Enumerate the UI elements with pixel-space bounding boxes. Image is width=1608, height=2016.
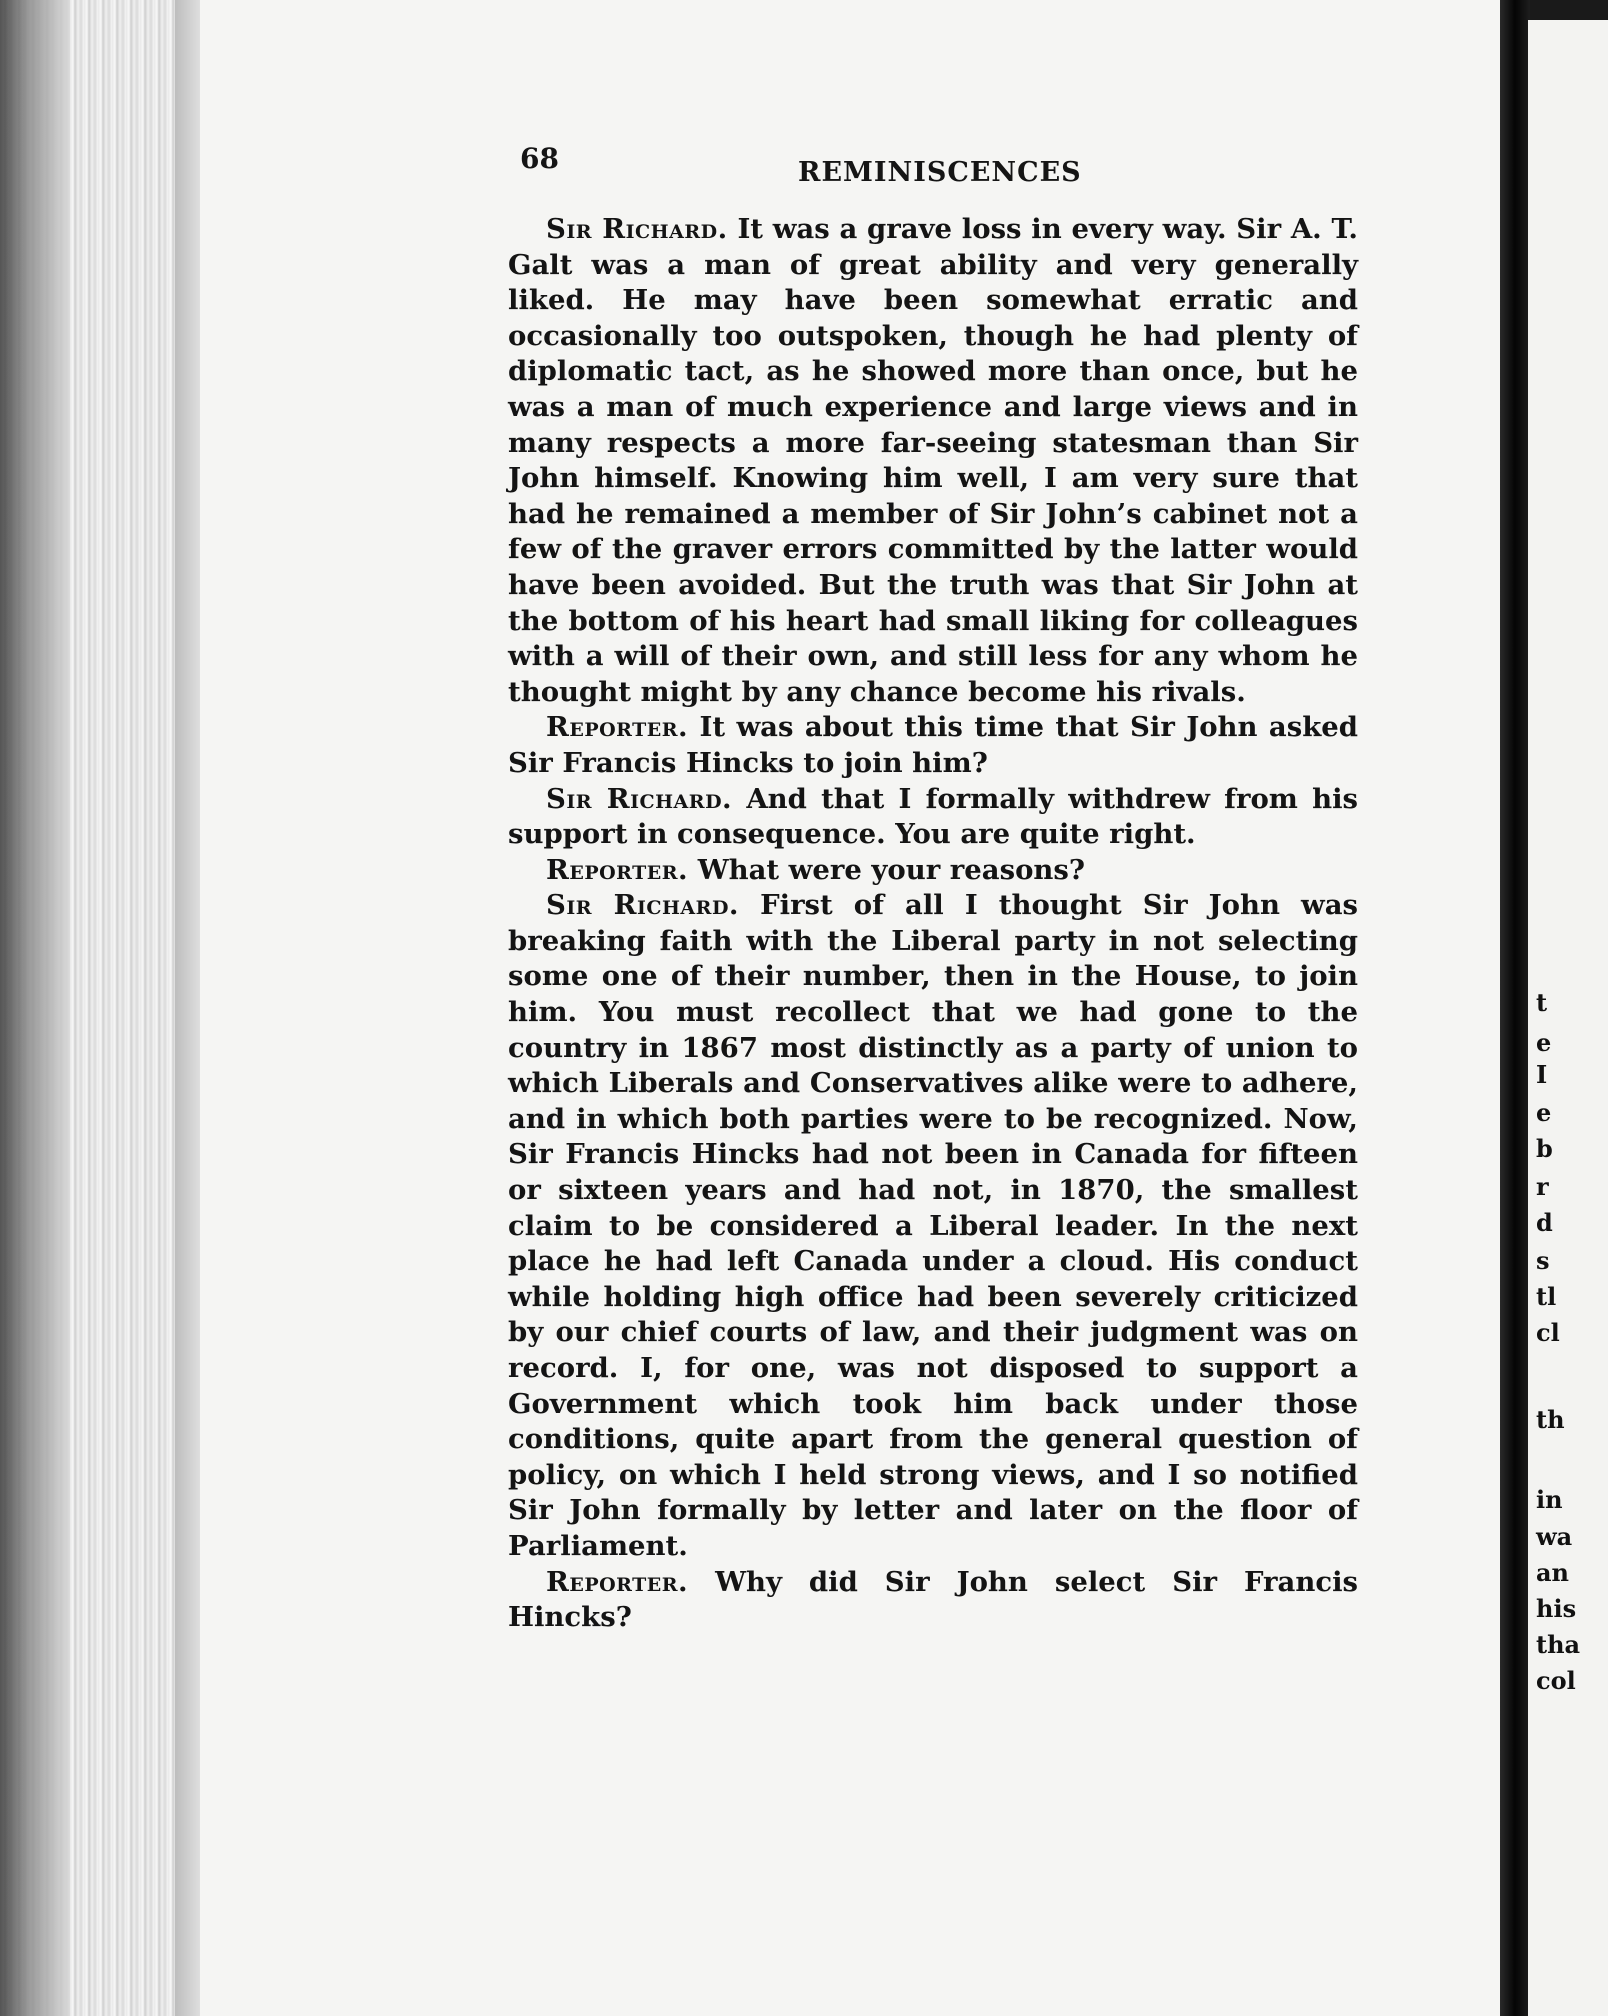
running-head: REMINISCENCES bbox=[798, 157, 1082, 188]
paragraph bbox=[508, 1565, 1358, 1636]
facing-page-fragment: tl bbox=[1536, 1282, 1557, 1311]
facing-page-fragment: r bbox=[1536, 1172, 1549, 1201]
speaker-label: Reporter. bbox=[546, 853, 689, 886]
facing-page-fragment: tha bbox=[1536, 1630, 1581, 1659]
facing-page-fragment: in bbox=[1536, 1485, 1563, 1514]
paragraph-text: Why did Sir John select Sir Francis Hincks? bbox=[508, 1565, 1358, 1634]
book-spine bbox=[1500, 0, 1530, 2016]
page-number: 68 bbox=[520, 142, 559, 175]
paragraph bbox=[508, 782, 1358, 853]
speaker-label: Sir Richard. bbox=[546, 889, 740, 922]
facing-page-fragment: an bbox=[1536, 1558, 1569, 1587]
facing-page-fragment: t bbox=[1536, 988, 1548, 1017]
paragraph-text: And that I formally withdrew from his support in consequence. You are quite right. bbox=[508, 782, 1359, 851]
paragraph bbox=[508, 710, 1358, 781]
facing-page-fragment: th bbox=[1536, 1405, 1565, 1434]
facing-page-fragment: I bbox=[1536, 1060, 1548, 1089]
left-binding-shadow bbox=[0, 0, 70, 2016]
facing-page-fragment: b bbox=[1536, 1134, 1553, 1163]
facing-page-edge bbox=[1528, 20, 1608, 2016]
paragraph-text: It was a grave loss in every way. Sir A. T. Galt was a man of great ability and very generally liked. He may have been somewhat erratic and occasionally too outspoken, though he had plenty of diplomatic tact, as he showed more than once, but he was a man of much experience and large views and in many respects a more far-seeing statesman than Sir John himself. Knowing him well, I am very sure that had he remained a member of Sir John’s cabinet not a few of the graver errors committed by the latter would have been avoided. But the truth was that Sir John at the bottom of his heart had small liking for colleagues with a will of their own, and still less for any whom he thought might by any chance become his rivals. bbox=[508, 213, 1358, 708]
paragraph-text: It was about this time that Sir John asked Sir Francis Hincks to join him? bbox=[508, 711, 1358, 779]
speaker-label: Sir Richard. bbox=[546, 213, 728, 245]
page-body bbox=[508, 212, 1358, 1636]
paragraph-text: What were your reasons? bbox=[697, 853, 1085, 886]
speaker-label: Sir Richard. bbox=[546, 782, 733, 815]
facing-page-fragment: s bbox=[1536, 1246, 1550, 1275]
paragraph-text: First of all I thought Sir John was breaking faith with the Liberal party in not selecting some one of their number, then in the House, to join him. You must recollect that we had gone to the country in 1867 most distinctly as a party of union to which Liberals and Conservatives alike were to adhere, and in which both parties were to be recognized. Now, Sir Francis Hincks had not been in Canada for fifteen or sixteen years and had not, in 1870, the smallest claim to be considered a Liberal leader. In the next place he had left Canada under a cloud. His conduct while holding high office had been severely criticized by our chief courts of law, and their judgment was on record. I, for one, was not disposed to support a Government which took him back under those conditions, quite apart from the general question of policy, on which I held strong views, and I so notified Sir John formally by letter and later on the floor of Parliament. bbox=[508, 889, 1359, 1562]
speaker-label: Reporter. bbox=[546, 1565, 689, 1598]
facing-page-fragment: cl bbox=[1536, 1318, 1560, 1347]
facing-page-fragment: e bbox=[1536, 1098, 1552, 1127]
facing-page-fragment: his bbox=[1536, 1594, 1577, 1623]
facing-page-fragment: col bbox=[1536, 1666, 1576, 1695]
paragraph bbox=[508, 888, 1358, 1564]
paragraph bbox=[508, 853, 1358, 889]
facing-page-fragment: wa bbox=[1536, 1522, 1573, 1551]
facing-page-fragment: e bbox=[1536, 1028, 1552, 1057]
speaker-label: Reporter. bbox=[546, 711, 689, 744]
paragraph bbox=[508, 212, 1358, 710]
facing-page-fragment: d bbox=[1536, 1208, 1553, 1237]
